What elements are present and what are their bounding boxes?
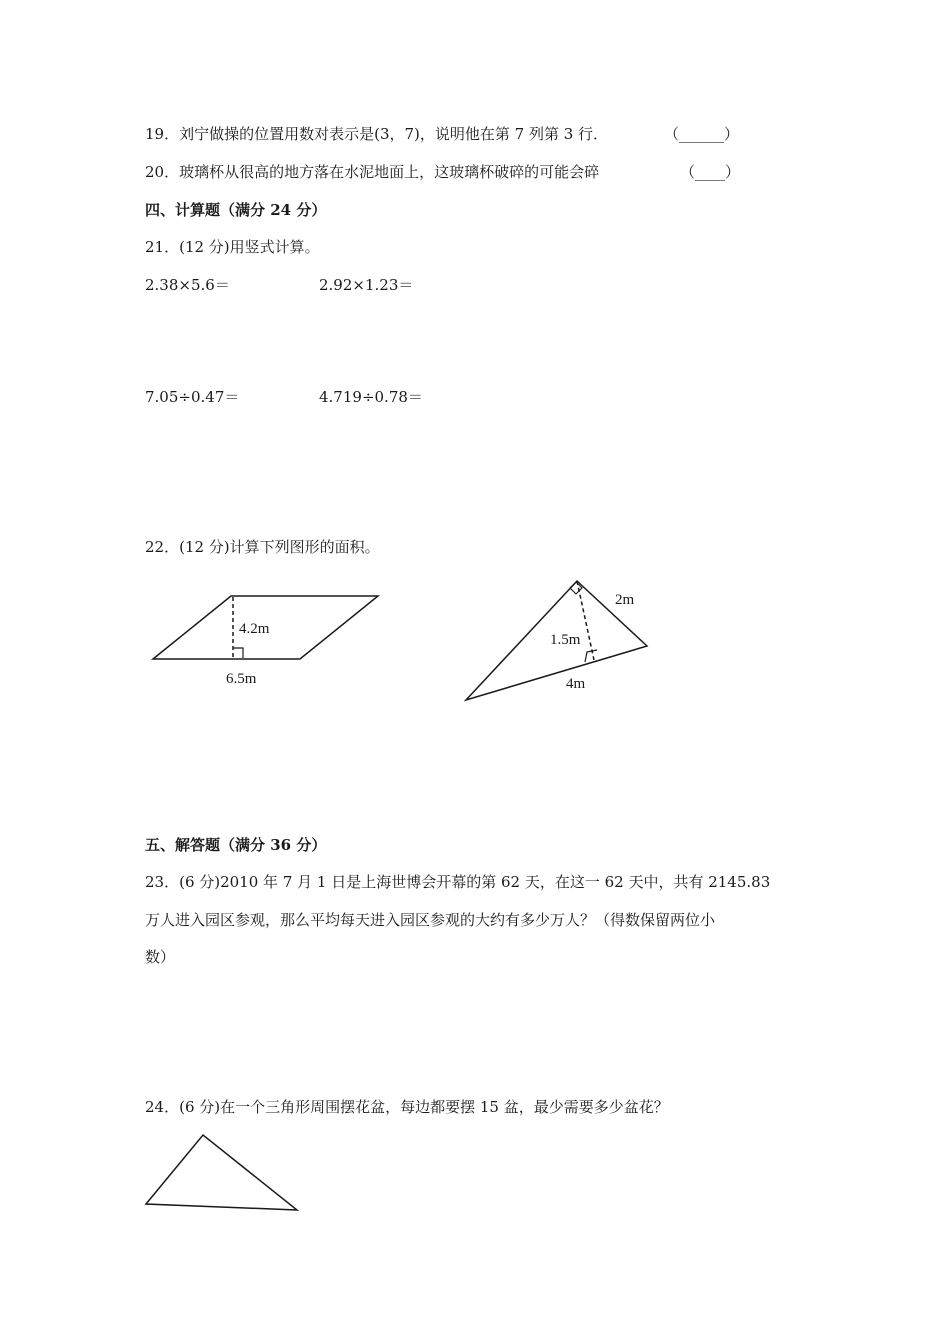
triangle-base-label: 4m: [566, 676, 586, 692]
section-5-heading: 五、解答题（满分 36 分）: [145, 836, 327, 854]
calc-item: 2.38×5.6＝: [145, 276, 230, 294]
question-19-answer-blank: （______）: [664, 125, 740, 143]
section-4-heading: 四、计算题（满分 24 分）: [145, 201, 327, 219]
calc-item: 4.719÷0.78＝: [319, 388, 423, 406]
question-20-text: 20．玻璃杯从很高的地方落在水泥地面上，这玻璃杯破碎的可能会碎: [145, 163, 600, 181]
question-23-line-3: 数）: [145, 948, 176, 966]
question-23-line-2: 万人进入园区参观，那么平均每天进入园区参观的大约有多少万人？（得数保留两位小: [145, 911, 716, 929]
triangle-height-label: 1.5m: [550, 632, 581, 648]
parallelogram-base-label: 6.5m: [226, 671, 257, 687]
question-21: 21．(12 分)用竖式计算。: [145, 238, 320, 256]
question-23-line-1: 23．(6 分)2010 年 7 月 1 日是上海世博会开幕的第 62 天，在这一 62 天中，共有 2145.83: [145, 873, 771, 891]
question-19-text: 19．刘宁做操的位置用数对表示是(3，7)，说明他在第 7 列第 3 行．: [145, 125, 609, 143]
parallelogram-height-label: 4.2m: [239, 621, 270, 637]
calc-item: 7.05÷0.47＝: [145, 388, 240, 406]
triangle-side-label: 2m: [615, 592, 635, 608]
question-24: 24．(6 分)在一个三角形周围摆花盆，每边都要摆 15 盆，最少需要多少盆花？: [145, 1098, 669, 1116]
question-20-answer-blank: （____）: [680, 163, 741, 181]
calc-item: 2.92×1.23＝: [319, 276, 414, 294]
question-22: 22．(12 分)计算下列图形的面积。: [145, 538, 380, 556]
